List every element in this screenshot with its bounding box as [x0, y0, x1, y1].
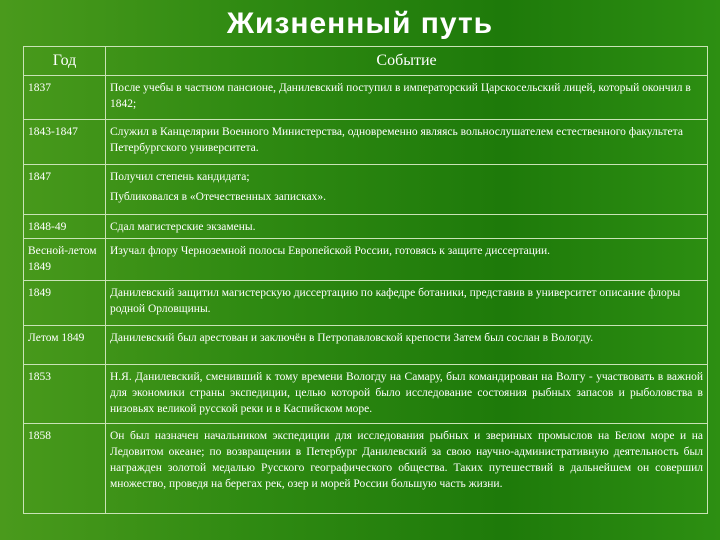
column-header-year: Год [24, 47, 106, 76]
table-row [24, 120, 708, 165]
column-header-event: Событие [106, 47, 708, 76]
row-event: После учебы в частном пансионе, Данилевский поступил в императорский Царскосельский лицей, который окончил в 1842; [106, 76, 708, 120]
row-year: Летом 1849 [24, 326, 106, 365]
row-event: Служил в Канцелярии Военного Министерства, одновременно являясь вольнослушателем естественного факультета Петербургского университета. [106, 120, 708, 165]
table-row [24, 215, 708, 239]
table-row [24, 239, 708, 281]
row-year: 1848-49 [24, 215, 106, 239]
row-event: Данилевский был арестован и заключён в Петропавловской крепости Затем был сослан в Вологду. [106, 326, 708, 365]
page-title: Жизненный путь [226, 7, 494, 40]
row-year: 1849 [24, 281, 106, 326]
row-year: 1837 [24, 76, 106, 120]
row-event: Сдал магистерские экзамены. [106, 215, 708, 239]
table-row [24, 76, 708, 120]
row-event-line: Публиковался в «Отечественных записках». [110, 191, 327, 203]
row-year: 1847 [24, 165, 106, 215]
table-row [24, 424, 708, 514]
row-event [106, 165, 708, 215]
row-event-line: Получил степень кандидата; [110, 171, 250, 183]
table-row [24, 281, 708, 326]
table-row [24, 326, 708, 365]
row-event: Он был назначен начальником экспедиции для исследования рыбных и звериных промыслов на Белом море и на Ледовитом океане; по возвращении в Петербург Данилевский за свою научно-административную деятельность был награжден золотой медалью Русского географического общества. Таких путешествий в дальнейшем он совершил множество, проведя на берегах рек, озер и морей России большую часть жизни. [106, 424, 708, 514]
table-header-row [24, 47, 708, 76]
table-row [24, 365, 708, 424]
timeline-table [23, 46, 708, 514]
row-event: Данилевский защитил магистерскую диссертацию по кафедре ботаники, представив в университет описание флоры родной Орловщины. [106, 281, 708, 326]
table-row [24, 165, 708, 215]
row-event: Н.Я. Данилевский, сменивший к тому времени Вологду на Самару, был командирован на Волгу - участвовать в важной для экономики страны экспедиции, целью которой было исследование состояния рыбных запасов и рыболовства в низовьях великой русской реки и в Каспийском море. [106, 365, 708, 424]
row-year: Весной-летом 1849 [24, 239, 106, 281]
row-year: 1858 [24, 424, 106, 514]
row-event: Изучал флору Черноземной полосы Европейской России, готовясь к защите диссертации. [106, 239, 708, 281]
row-year: 1843-1847 [24, 120, 106, 165]
row-year: 1853 [24, 365, 106, 424]
